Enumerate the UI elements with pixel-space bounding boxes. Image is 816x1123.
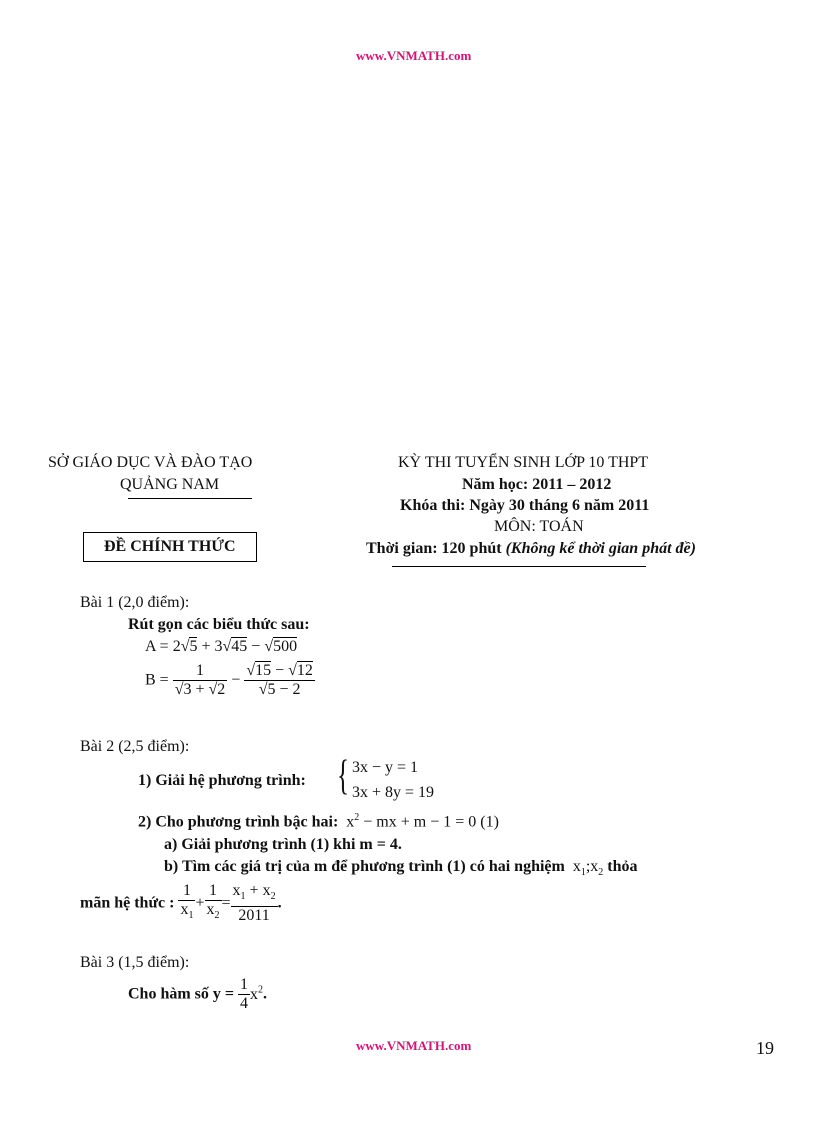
exam-duration	[366, 540, 696, 558]
bai2-qb: b) Tìm các giá trị của m để phương trình (1) có hai nghiệm $x_1;x_2$ thỏa	[164, 858, 638, 879]
header-underline	[392, 566, 646, 567]
cond-year: 2011	[238, 907, 270, 925]
department-name: SỞ GIÁO DỤC VÀ ĐÀO TẠO	[48, 454, 253, 471]
school-year: Năm học: 2011 – 2012	[462, 476, 612, 493]
q2-equation: − mx + m − 1 = 0 (1)	[359, 813, 499, 831]
cond-label: mãn hệ thức :	[80, 894, 175, 912]
bai2-q1: 1) Giải hệ phương trình:	[138, 772, 306, 789]
watermark-top: www.VNMATH.com	[356, 48, 472, 63]
qb-text: b) Tìm các giá trị của m để phương trình (1) có hai nghiệm	[164, 858, 565, 875]
qb-tail: thỏa	[607, 858, 638, 875]
system-eq1: 3x − y = 1	[352, 759, 419, 776]
bai2-qa: a) Giải phương trình (1) khi m = 4.	[164, 836, 402, 853]
expression-a: A = 2√5 + 3√45 − √500	[145, 638, 298, 655]
bai2-title: Bài 2 (2,5 điểm):	[80, 738, 190, 755]
page-number: 19	[756, 1038, 774, 1058]
duration-bold: Thời gian: 120 phút	[366, 540, 506, 557]
province-name: QUẢNG NAM	[120, 476, 220, 493]
exam-date: Khóa thi: Ngày 30 tháng 6 năm 2011	[400, 497, 650, 514]
bai3-text: Cho hàm số y = $\frac{1}{4}$ $x^2$.	[128, 976, 268, 1012]
q2-text: 2) Cho phương trình bậc hai:	[138, 813, 339, 831]
bai1-instruction: Rút gọn các biểu thức sau:	[128, 616, 310, 633]
exam-title: KỲ THI TUYỂN SINH LỚP 10 THPT	[398, 454, 649, 471]
bai1-title: Bài 1 (2,0 điểm):	[80, 594, 190, 611]
b-label: B =	[145, 671, 169, 689]
province-underline	[128, 498, 252, 499]
official-label: ĐỀ CHÍNH THỨC	[83, 532, 257, 562]
system-eq2: 3x + 8y = 19	[352, 784, 435, 801]
system-brace: {	[337, 753, 350, 799]
bai3-title: Bài 3 (1,5 điểm):	[80, 954, 190, 971]
subject: MÔN: TOÁN	[494, 518, 584, 535]
expression-b: B = $\frac{1}{√3 + √2}$ − $\frac{√15 - √12}{√5 - 2}$	[145, 662, 313, 698]
bai3-function: Cho hàm số y =	[128, 985, 235, 1003]
duration-note: (Không kể thời gian phát đề)	[505, 540, 696, 557]
bai2-q2: 2) Cho phương trình bậc hai: $x^2$ − mx + m − 1 = 0 (1)	[138, 812, 499, 831]
a-label: A = 2	[145, 638, 181, 655]
watermark-bottom: www.VNMATH.com	[356, 1038, 472, 1053]
bai2-condition: mãn hệ thức : $\frac{1}{x_1}$ + $\frac{1}{x_2}$ = $\frac{x_1 + x_2}{2011}$ .	[80, 882, 282, 925]
